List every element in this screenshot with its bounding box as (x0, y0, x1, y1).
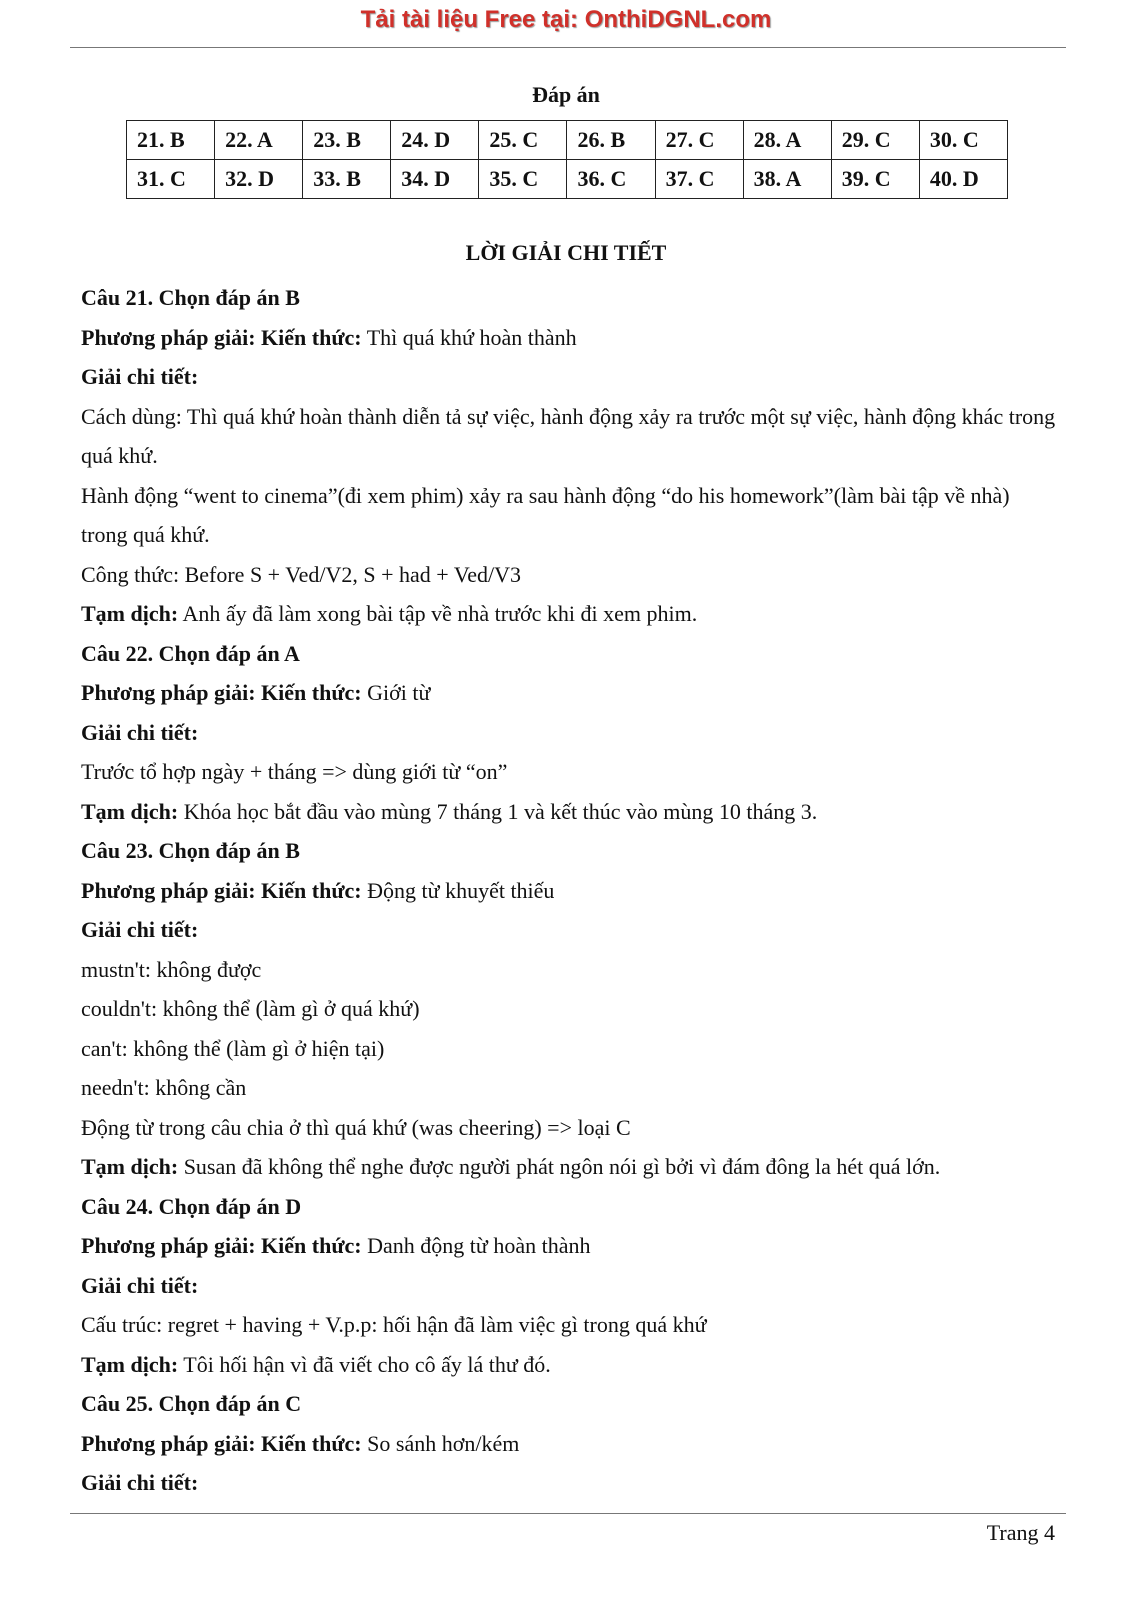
answer-cell: 22. A (215, 121, 303, 160)
solution-line-label: Phương pháp giải: Kiến thức: (81, 1430, 362, 1456)
answer-cell: 34. D (391, 160, 479, 199)
solution-line-text: So sánh hơn/kém (361, 1430, 520, 1456)
solution-line (81, 555, 1056, 595)
header-download-link[interactable]: Tải tài liệu Free tại: OnthiDGNL.com (360, 6, 772, 33)
solution-line-label: Tạm dịch: (81, 798, 179, 824)
solution-line-label: Phương pháp giải: Kiến thức: (81, 324, 362, 350)
solution-line (81, 318, 1056, 358)
footer-divider (70, 1513, 1066, 1514)
solution-line-text: Tôi hối hận vì đã viết cho cô ấy lá thư đó. (178, 1351, 551, 1377)
solution-line (81, 397, 1056, 476)
answer-cell: 21. B (127, 121, 215, 160)
solution-line-label: Câu 25. Chọn đáp án C (81, 1391, 302, 1416)
solutions-body (81, 278, 1056, 1503)
answer-key-table (126, 120, 1008, 199)
solution-line-text: mustn't: không được (81, 956, 262, 982)
solution-line-label: Câu 22. Chọn đáp án A (81, 640, 300, 666)
answer-cell: 37. C (655, 160, 743, 199)
answer-cell: 39. C (831, 160, 919, 199)
solution-line-text: couldn't: không thể (làm gì ở quá khứ) (81, 996, 420, 1021)
solution-line-label: Giải chi tiết: (81, 364, 199, 389)
answer-cell: 38. A (743, 160, 831, 199)
solution-line-text: Khóa học bắt đầu vào mùng 7 tháng 1 và kết thúc vào mùng 10 tháng 3. (178, 798, 818, 824)
solution-line-text: Trước tổ hợp ngày + tháng => dùng giới từ “on” (81, 759, 508, 784)
answer-cell: 40. D (919, 160, 1007, 199)
answer-cell: 26. B (567, 121, 655, 160)
solution-line (81, 871, 1056, 911)
solution-line-text: Giới từ (361, 680, 431, 705)
answer-cell: 25. C (479, 121, 567, 160)
solution-line (81, 594, 1056, 634)
solution-line-label: Tạm dịch: (81, 1351, 179, 1377)
header-divider (70, 47, 1066, 48)
solution-line (81, 713, 1056, 753)
solution-line (81, 831, 1056, 871)
solution-line (81, 1108, 1056, 1148)
solution-line (81, 792, 1056, 832)
solution-line-text: Cấu trúc: regret + having + V.p.p: hối hận đã làm việc gì trong quá khứ (81, 1312, 707, 1337)
solution-line (81, 1187, 1056, 1227)
solution-line-text: Công thức: Before S + Ved/V2, S + had + Ved/V3 (81, 561, 522, 587)
solution-line (81, 989, 1056, 1029)
solution-line (81, 634, 1056, 674)
solution-line (81, 1068, 1056, 1108)
solution-line (81, 476, 1056, 555)
answer-cell: 29. C (831, 121, 919, 160)
solution-line-label: Giải chi tiết: (81, 719, 199, 745)
answer-key-title: Đáp án (532, 82, 600, 107)
solution-line (81, 1226, 1056, 1266)
solution-line (81, 1147, 1056, 1187)
solution-line (81, 1424, 1056, 1464)
solution-line (81, 1384, 1056, 1424)
solution-line-label: Giải chi tiết: (81, 1272, 199, 1298)
solution-line-text: needn't: không cần (81, 1075, 247, 1100)
answer-cell: 28. A (743, 121, 831, 160)
solution-line (81, 1463, 1056, 1503)
solution-line (81, 1029, 1056, 1069)
solution-line-text: Danh động từ hoàn thành (361, 1233, 591, 1258)
solution-line (81, 1266, 1056, 1306)
answer-cell: 27. C (655, 121, 743, 160)
answer-cell: 36. C (567, 160, 655, 199)
solution-line (81, 1345, 1056, 1385)
solution-line-label: Tạm dịch: (81, 1154, 179, 1179)
answer-cell: 32. D (215, 160, 303, 199)
solution-line-label: Phương pháp giải: Kiến thức: (81, 877, 362, 903)
solution-line-text: Susan đã không thể nghe được người phát ngôn nói gì bởi vì đám đông la hét quá lớn. (178, 1154, 941, 1179)
solution-line (81, 278, 1056, 318)
answer-cell: 31. C (127, 160, 215, 199)
solution-line (81, 910, 1056, 950)
solution-line-label: Phương pháp giải: Kiến thức: (81, 1233, 362, 1258)
answer-cell: 30. C (919, 121, 1007, 160)
solution-line-label: Tạm dịch: (81, 601, 179, 626)
solution-line-label: Câu 21. Chọn đáp án B (81, 285, 300, 310)
solution-line-label: Câu 23. Chọn đáp án B (81, 838, 300, 863)
solution-line-text: Hành động “went to cinema”(đi xem phim) xảy ra sau hành động “do his homework”(làm bài tập về nhà) trong quá khứ. (81, 482, 1010, 547)
solution-line-text: Thì quá khứ hoàn thành (361, 324, 577, 350)
answer-cell: 35. C (479, 160, 567, 199)
solution-line-text: Anh ấy đã làm xong bài tập về nhà trước khi đi xem phim. (178, 601, 698, 626)
table-row (127, 160, 1008, 199)
answer-cell: 23. B (303, 121, 391, 160)
answer-cell: 33. B (303, 160, 391, 199)
solution-line-label: Giải chi tiết: (81, 917, 199, 942)
solution-line (81, 752, 1056, 792)
solution-line (81, 950, 1056, 990)
solution-line-text: Cách dùng: Thì quá khứ hoàn thành diễn tả sự việc, hành động xảy ra trước một sự việc, hành động khác trong quá khứ. (81, 403, 1056, 468)
solution-line-label: Phương pháp giải: Kiến thức: (81, 680, 362, 705)
solution-line (81, 1305, 1056, 1345)
page-number: Trang 4 (986, 1520, 1055, 1545)
solution-line (81, 673, 1056, 713)
solution-line-label: Câu 24. Chọn đáp án D (81, 1193, 302, 1219)
solutions-title: LỜI GIẢI CHI TIẾT (465, 240, 667, 265)
solution-line-label: Giải chi tiết: (81, 1470, 199, 1495)
solution-line (81, 357, 1056, 397)
solution-line-text: Động từ khuyết thiếu (361, 877, 555, 903)
solution-line-text: Động từ trong câu chia ở thì quá khứ (was cheering) => loại C (81, 1114, 631, 1140)
solution-line-text: can't: không thể (làm gì ở hiện tại) (81, 1035, 385, 1061)
answer-cell: 24. D (391, 121, 479, 160)
table-row (127, 121, 1008, 160)
